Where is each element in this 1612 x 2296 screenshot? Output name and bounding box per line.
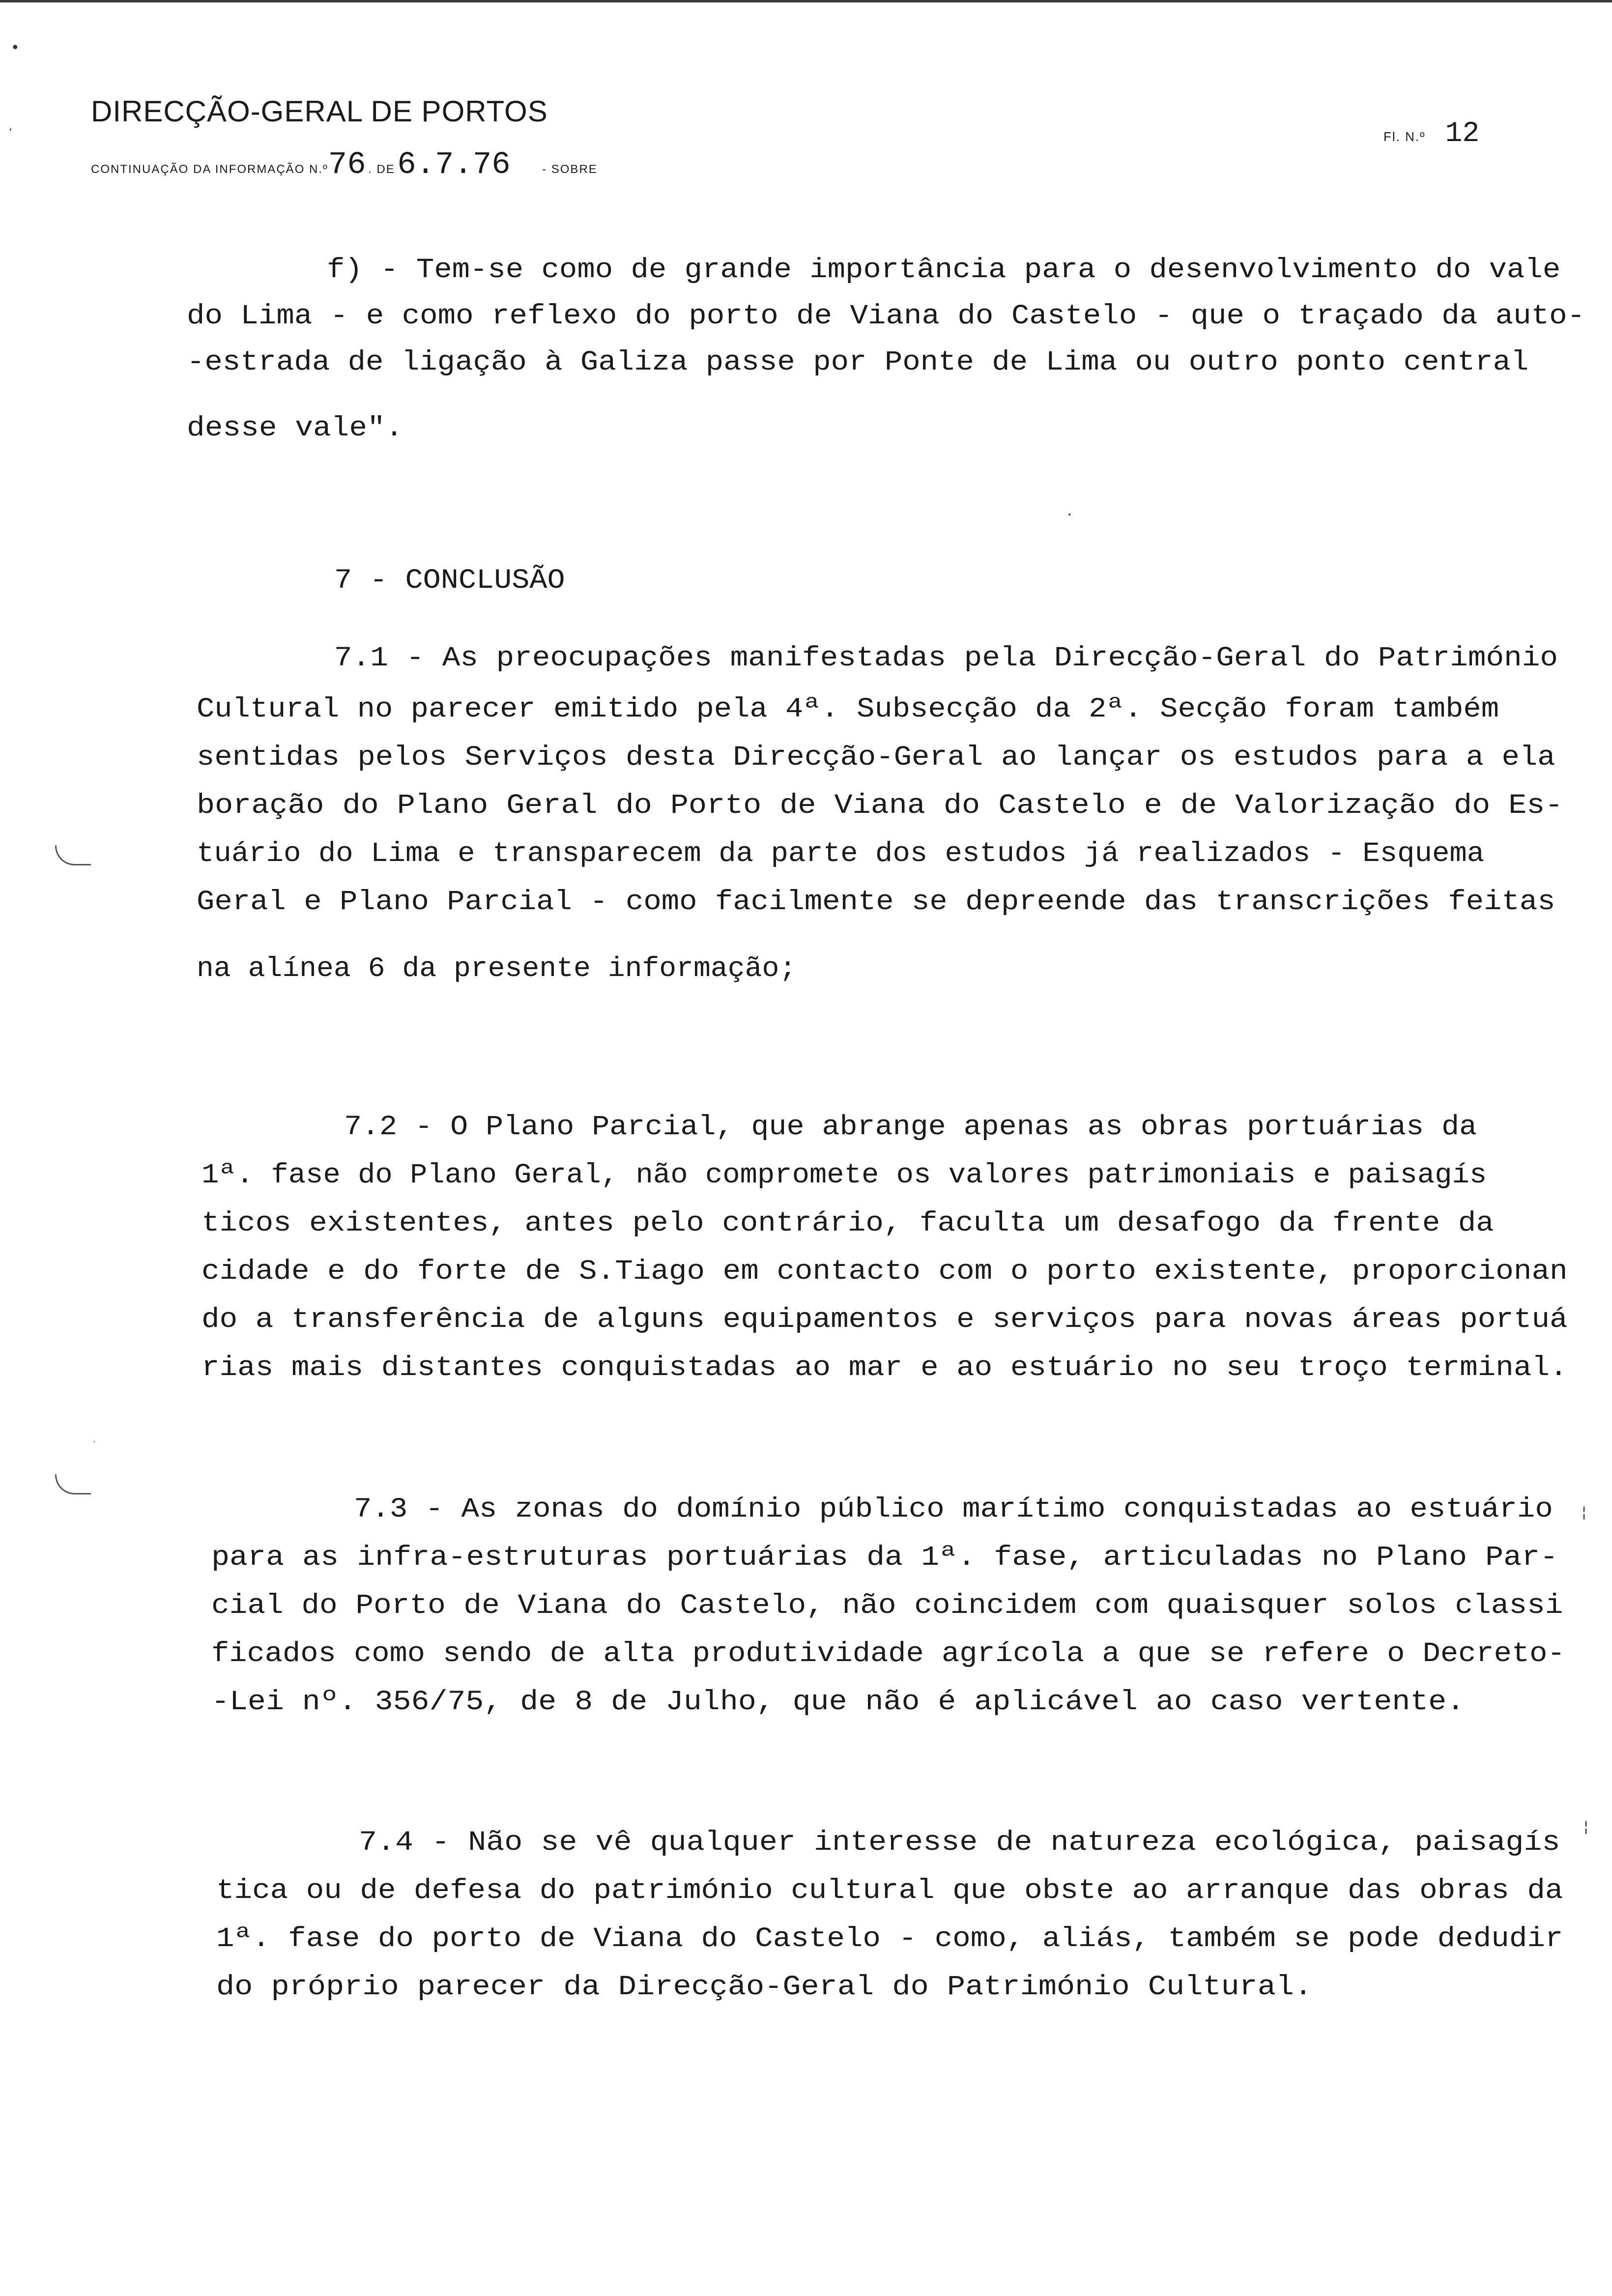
p7-1-line: Cultural no parecer emitido pela 4ª. Subsecção da 2ª. Secção foram também <box>197 694 1499 725</box>
p7-4-line: 7.4 - Não se vê qualquer interesse de natureza ecológica, paisagís <box>359 1827 1560 1859</box>
item-f-line: f) - Tem-se como de grande importância para o desenvolvimento do vale <box>327 255 1561 286</box>
p7-2-line: ticos existentes, antes pelo contrário, faculta um desafogo da frente da <box>202 1208 1494 1239</box>
p7-3-line: ficados como sendo de alta produtividade agrícola a que se refere o Decreto- <box>211 1638 1565 1670</box>
p7-4-line: 1ª. fase do porto de Viana do Castelo - como, aliás, também se pode dedudir <box>216 1923 1563 1955</box>
scan-top-edge <box>0 0 1612 2</box>
punch-hole-mark <box>55 845 91 865</box>
p7-3-line: -Lei nº. 356/75, de 8 de Julho, que não é aplicável ao caso vertente. <box>211 1687 1465 1718</box>
p7-3-line: cial do Porto de Viana do Castelo, não coincidem com quaisquer solos classi <box>211 1590 1563 1622</box>
punch-hole-mark <box>55 1474 91 1494</box>
scan-edge-mark: ¦ <box>1583 1818 1589 1836</box>
section-title: 7 - CONCLUSÃO <box>334 565 565 597</box>
p7-3-line: para as infra-estruturas portuárias da 1ª. fase, articuladas no Plano Par- <box>211 1542 1558 1574</box>
subject-label: - SOBRE <box>542 163 598 176</box>
p7-2-line: rias mais distantes conquistadas ao mar e ao estuário no seu troço terminal. <box>202 1352 1568 1384</box>
scan-mark: • <box>11 39 20 57</box>
p7-1-line: boração do Plano Geral do Porto de Viana do Castelo e de Valorização do Es- <box>197 790 1563 822</box>
folio <box>1383 118 1479 150</box>
org-header: DIRECÇÃO-GERAL DE PORTOS <box>91 95 548 128</box>
scan-mark: ‘ <box>9 127 12 139</box>
scan-edge-mark: ¦ <box>1582 1504 1587 1521</box>
p7-2-line: 1ª. fase do Plano Geral, não compromete os valores patrimoniais e paisagís <box>202 1160 1487 1191</box>
date-label: . DE <box>368 163 395 176</box>
folio-label: Fl. N.º <box>1383 129 1426 144</box>
p7-1-line: na alínea 6 da presente informação; <box>197 953 797 985</box>
scan-speck: • <box>1067 511 1072 519</box>
p7-2-line: do a transferência de alguns equipamentos e serviços para novas áreas portuá <box>202 1304 1568 1336</box>
p7-1-line: sentidas pelos Serviços desta Direcção-Geral ao lançar os estudos para a ela <box>197 742 1555 774</box>
continuation-label: CONTINUAÇÃO DA INFORMAÇÃO N.º <box>91 163 328 176</box>
p7-4-line: do próprio parecer da Direcção-Geral do Património Cultural. <box>216 1972 1313 2003</box>
item-f-line: desse vale". <box>187 413 403 444</box>
scan-speck: ' <box>93 1440 95 1448</box>
info-date: 6.7.76 <box>397 147 511 183</box>
folio-number: 12 <box>1445 118 1480 150</box>
p7-2-line: cidade e do forte de S.Tiago em contacto com o porto existente, proporcionan <box>202 1256 1568 1288</box>
p7-2-line: 7.2 - O Plano Parcial, que abrange apenas as obras portuárias da <box>344 1112 1477 1143</box>
p7-3-line: 7.3 - As zonas do domínio público marítimo conquistadas ao estuário <box>354 1494 1553 1525</box>
item-f-line: -estrada de ligação à Galiza passe por Ponte de Lima ou outro ponto central <box>187 347 1529 378</box>
p7-1-line: 7.1 - As preocupações manifestadas pela Direcção-Geral do Património <box>334 643 1558 674</box>
info-number: 76 <box>328 147 366 183</box>
p7-1-line: Geral e Plano Parcial - como facilmente se depreende das transcrições feitas <box>197 887 1555 918</box>
p7-4-line: tica ou de defesa do património cultural que obste ao arranque das obras da <box>216 1875 1563 1907</box>
continuation-line <box>91 147 598 183</box>
item-f-line: do Lima - e como reflexo do porto de Viana do Castelo - que o traçado da auto- <box>187 301 1585 332</box>
p7-1-line: tuário do Lima e transparecem da parte dos estudos já realizados - Esquema <box>197 838 1485 870</box>
